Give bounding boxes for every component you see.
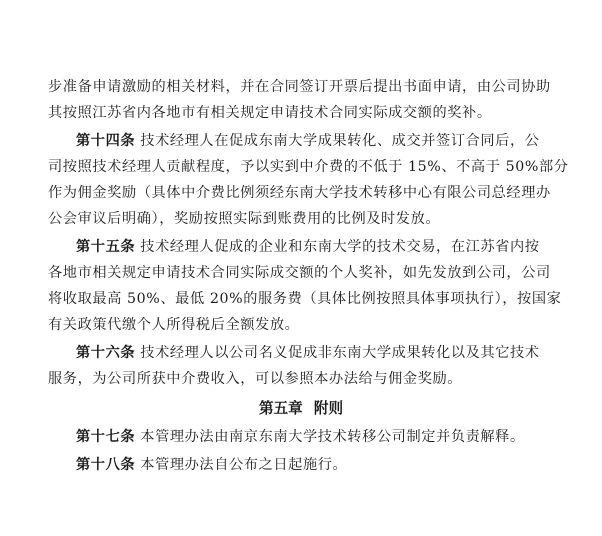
article-17-text: 本管理办法由南京东南大学技术转移公司制定并负责解释。: [140, 429, 525, 445]
article-14-text: 技术经理人在促成东南大学成果转化、成交并签订合同后，公: [140, 133, 540, 149]
text-line: 各地市相关规定申请技术合同实际成交额的个人奖补，如先发放到公司，公司: [48, 265, 551, 281]
article-14-line: [76, 128, 558, 154]
article-16-text: 技术经理人以公司名义促成非东南大学成果转化以及其它技术: [140, 345, 540, 361]
article-18-text: 本管理办法自公布之日起施行。: [140, 457, 348, 473]
chapter-heading: [0, 396, 602, 422]
text-line: 司按照技术经理人贡献程度，予以实到中介费的不低于 15%、不高于 50%部分: [48, 159, 569, 175]
article-16-line: [76, 340, 558, 366]
article-18-label: 第十八条: [76, 457, 136, 473]
article-14-label: 第十四条: [76, 133, 136, 149]
text-line: 作为佣金奖励（具体中介费比例须经东南大学技术转移中心有限公司总经理办: [48, 185, 551, 201]
text-line: 公会审议后明确），奖励按照实际到账费用的比例及时发放。: [48, 211, 441, 227]
article-15-text: 技术经理人促成的企业和东南大学的技术交易，在江苏省内按: [140, 239, 540, 255]
text-line: 将收取最高 50%、最低 20%的服务费（具体比例按照具体事项执行），按国家: [48, 291, 562, 307]
text-line: 服务，为公司所获中介费收入，可以参照本办法给与佣金奖励。: [48, 371, 463, 387]
article-18-line: [76, 452, 558, 478]
article-15-label: 第十五条: [76, 239, 136, 255]
chapter-label: 第五章: [258, 400, 303, 417]
chapter-title: 附则: [313, 400, 344, 417]
text-line: 步准备申请激励的相关材料，并在合同签订开票后提出书面申请，由公司协助: [48, 79, 551, 95]
article-16-label: 第十六条: [76, 345, 136, 361]
article-17-label: 第十七条: [76, 429, 136, 445]
article-15-line: [76, 234, 558, 260]
article-17-line: [76, 424, 558, 450]
text-line: 有关政策代缴个人所得税后全额发放。: [48, 317, 300, 333]
text-line: 其按照江苏省内各地市有相关规定申请技术合同实际成交额的奖补。: [48, 105, 492, 121]
